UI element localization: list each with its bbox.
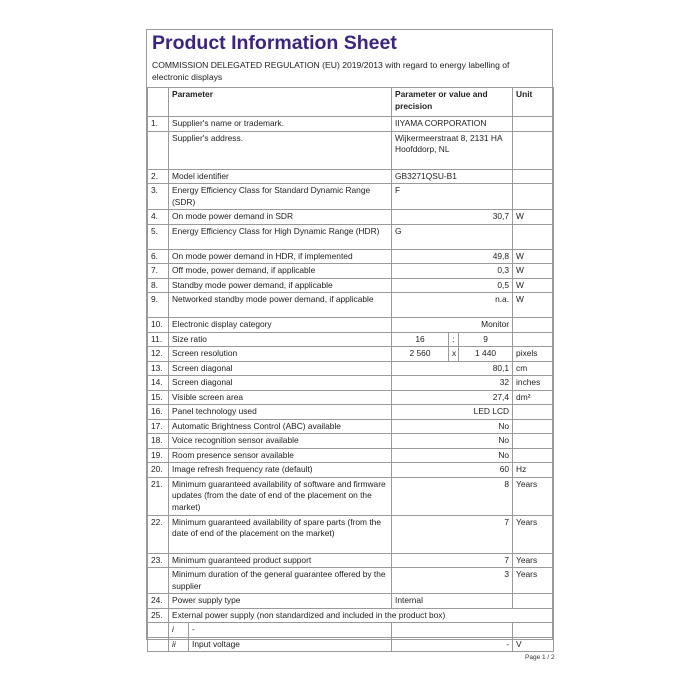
table-row: 21. Minimum guaranteed availability of software and firmware updates (from the date of end of the placement on the market) 8 Years — [148, 477, 554, 515]
header-unit: Unit — [513, 88, 554, 117]
table-row: 2. Model identifier GB3271QSU-B1 — [148, 169, 554, 184]
table-row: ii Input voltage - V — [148, 637, 554, 652]
table-row: 10. Electronic display category Monitor — [148, 318, 554, 333]
table-row: 22. Minimum guaranteed availability of spare parts (from the date of end of the placement on the market) 7 Years — [148, 515, 554, 553]
header-value: Parameter or value and precision — [392, 88, 513, 117]
table-row: 24. Power supply type Internal — [148, 594, 554, 609]
product-information-sheet — [146, 29, 553, 649]
table-row: 14. Screen diagonal 32 inches — [148, 376, 554, 391]
table-row: 18. Voice recognition sensor available No — [148, 434, 554, 449]
table-row: Supplier's address. Wijkermeerstraat 8, 2131 HA Hoofddorp, NL — [148, 131, 554, 169]
table-row: 19. Room presence sensor available No — [148, 448, 554, 463]
table-row: 5. Energy Efficiency Class for High Dynamic Range (HDR) G — [148, 224, 554, 249]
table-row: 8. Standby mode power demand, if applicable 0,5 W — [148, 278, 554, 293]
page-number: Page 1 / 2 — [525, 654, 555, 661]
page-title: Product Information Sheet — [152, 32, 397, 54]
table-row: 12. Screen resolution 2 560 x 1 440 pixels — [148, 347, 554, 362]
table-row: 23. Minimum guaranteed product support 7 Years — [148, 553, 554, 568]
table-row: 25. External power supply (non standardized and included in the product box) — [148, 608, 554, 623]
table-row: 4. On mode power demand in SDR 30,7 W — [148, 210, 554, 225]
table-row: 20. Image refresh frequency rate (default) 60 Hz — [148, 463, 554, 478]
table-row: 13. Screen diagonal 80,1 cm — [148, 361, 554, 376]
table-row: 1. Supplier's name or trademark. IIYAMA CORPORATION — [148, 117, 554, 132]
table-header-row — [148, 88, 554, 117]
table-row: Minimum duration of the general guarantee offered by the supplier 3 Years — [148, 568, 554, 594]
table-row: 17. Automatic Brightness Control (ABC) available No — [148, 419, 554, 434]
table-row: 9. Networked standby mode power demand, if applicable n.a. W — [148, 293, 554, 318]
table-row: 7. Off mode, power demand, if applicable 0,3 W — [148, 264, 554, 279]
table-row: 3. Energy Efficiency Class for Standard Dynamic Range (SDR) F — [148, 184, 554, 210]
table-row: 6. On mode power demand in HDR, if implemented 49,8 W — [148, 249, 554, 264]
regulation-subtitle: COMMISSION DELEGATED REGULATION (EU) 2019/2013 with regard to energy labelling of electronic displays — [152, 60, 510, 82]
table-row: 16. Panel technology used LED LCD — [148, 405, 554, 420]
table-row: i - — [148, 623, 554, 638]
table-row: 15. Visible screen area 27,4 dm² — [148, 390, 554, 405]
table-row: 11. Size ratio 16 : 9 — [148, 332, 554, 347]
spec-table — [147, 87, 554, 652]
header-parameter: Parameter — [169, 88, 392, 117]
